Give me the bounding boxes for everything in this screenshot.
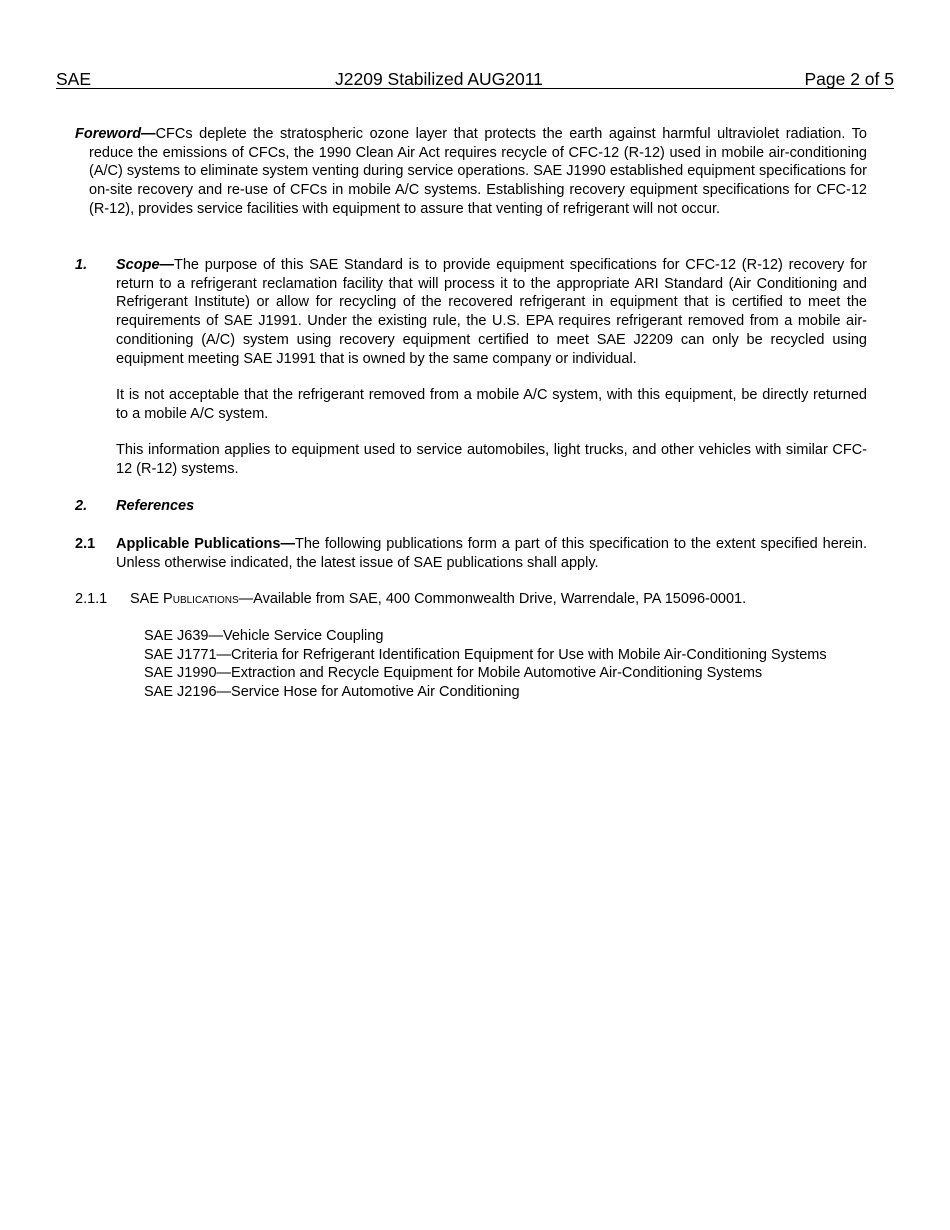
section-2-1-paragraph <box>116 535 867 572</box>
reference-item: SAE J2196—Service Hose for Automotive Air Conditioning <box>144 684 520 701</box>
section-2-1-1-paragraph <box>130 590 746 609</box>
page-header <box>56 66 894 89</box>
section-1-paragraph-1 <box>116 256 867 368</box>
section-2-1-text: The following publications form a part of this specification to the extent specified herein. Unless otherwise indicated, the latest issue of SAE publications shall apply. <box>116 536 867 571</box>
section-2-1-1-smallcaps: ublications <box>172 591 239 607</box>
section-1-title: Scope— <box>116 257 175 273</box>
foreword-paragraph <box>75 125 867 219</box>
header-document-id: J2209 Stabilized AUG2011 <box>335 69 543 89</box>
section-2-1-title: Applicable Publications— <box>116 536 295 552</box>
reference-item: SAE J639—Vehicle Service Coupling <box>144 628 384 644</box>
section-2-1-number: 2.1 <box>75 536 96 552</box>
reference-item: SAE J1990—Extraction and Recycle Equipment for Mobile Automotive Air-Conditioning Systems <box>144 665 763 682</box>
section-1-text: The purpose of this SAE Standard is to provide equipment specifications for CFC-12 (R-12) recovery for return to a refrigerant reclamation facility that will process it to the appropriate ARI Standard (Air Conditioning and Refrigerant Institute) or allow for recycling of the recovered refrigerant in equipment that is certified to meet the requirements of SAE J1991. Under the existing rule, the U.S. EPA requires refrigerant removed from a mobile air-conditioning (A/C) system using recovery equipment certified to meet SAE J2209 can only be recycled using equipment meeting SAE J1991 that is owned by the same company or individual. <box>116 257 867 367</box>
section-2-title <box>116 497 194 516</box>
foreword-text: CFCs deplete the stratospheric ozone layer that protects the earth against harmful ultraviolet radiation. To reduce the emissions of CFCs, the 1990 Clean Air Act requires recycle of CFC-12 (R-12) used in mobile air-conditioning (A/C) systems to eliminate system venting during service operations. SAE J1990 established equipment specifications for on-site recovery and re-use of CFCs in mobile A/C systems. Establishing recovery equipment specifications for CFC-12 (R-12), provides service facilities with equipment to assure that venting of refrigerant will not occur. <box>89 126 867 217</box>
section-1-paragraph-3: This information applies to equipment used to service automobiles, light trucks, and other vehicles with similar CFC-12 (R-12) systems. <box>116 442 867 477</box>
section-2-title-text: References <box>116 498 195 514</box>
section-1-number: 1. <box>75 257 88 273</box>
reference-item: SAE J1771—Criteria for Refrigerant Identification Equipment for Use with Mobile Air-Conditioning Systems <box>144 646 827 663</box>
section-1-paragraph-2: It is not acceptable that the refrigerant removed from a mobile A/C system, with this equipment, be directly returned to a mobile A/C system. <box>116 387 867 422</box>
header-page-number: Page 2 of 5 <box>804 69 894 89</box>
reference-list <box>144 627 884 702</box>
section-2-number: 2. <box>75 498 88 514</box>
section-2-1-1-number: 2.1.1 <box>75 591 108 607</box>
foreword-label: Foreword— <box>75 126 156 142</box>
section-2-1-1-text: —Available from SAE, 400 Commonwealth Drive, Warrendale, PA 15096-0001. <box>238 591 747 607</box>
header-org: SAE <box>56 69 92 89</box>
section-2-1-1-lead: SAE P <box>130 591 173 607</box>
